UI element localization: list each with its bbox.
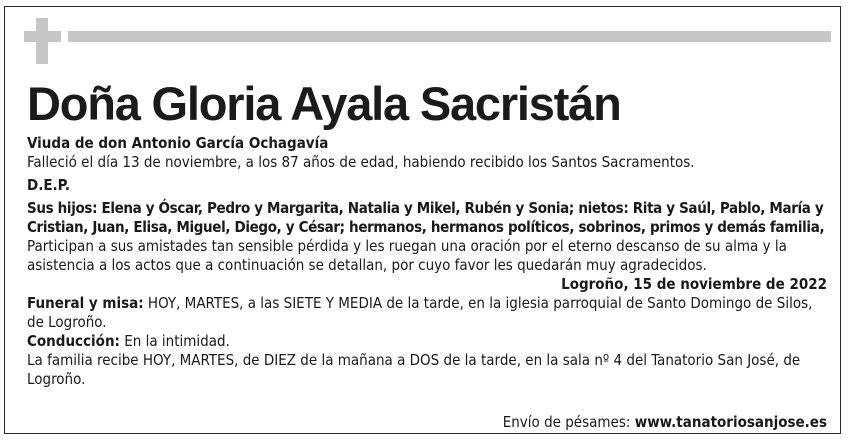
dep-line: D.E.P. [27, 176, 70, 194]
obituary-content [27, 76, 827, 389]
condolences-line [503, 413, 827, 432]
reception-text: La familia recibe HOY, MARTES, de DIEZ de la mañana a DOS de la tarde, en la sala nº 4 del Tanatorio San José, de Logroño. [27, 351, 801, 388]
widow-line: Viuda de don Antonio García Ochagavía [27, 134, 329, 152]
condolences-label: Envío de pésames: [502, 413, 635, 431]
request-text: Participan a sus amistades tan sensible pérdida y les ruegan una oración por el eterno descanso de su alma y la asistencia a los actos que a continuación se detallan, por cuyo favor les quedarán muy agradecidos. [27, 237, 787, 274]
death-statement: Falleció el día 13 de noviembre, a los 87 años de edad, habiendo recibido los Santos Sacramentos. [27, 153, 695, 171]
funeral-line [27, 294, 827, 332]
place-date: Logroño, 15 de noviembre de 2022 [561, 275, 827, 293]
conduccion-label: Conducción: [27, 332, 120, 350]
deceased-name: Doña Gloria Ayala Sacristán [27, 77, 621, 130]
condolences-url[interactable]: www.tanatoriosanjose.es [634, 413, 827, 431]
conduccion-text: En la intimidad. [119, 332, 230, 350]
header-rule [68, 31, 831, 42]
funeral-label: Funeral y misa: [27, 294, 144, 312]
family-list: Sus hijos: Elena y Óscar, Pedro y Margarita, Natalia y Mikel, Rubén y Sonia; nietos: Rita y Saúl, Pablo, María y Cristian, Juan, Elisa, Miguel, Diego, y César; hermanos, hermanos políticos, sobrinos, primos y demás familia, [27, 199, 825, 236]
conduccion-line [27, 332, 827, 351]
funeral-text: HOY, MARTES, a las SIETE Y MEDIA de la tarde, en la iglesia parroquial de Santo Domingo de Silos, de Logroño. [27, 294, 813, 331]
cross-icon-bar [24, 31, 61, 42]
